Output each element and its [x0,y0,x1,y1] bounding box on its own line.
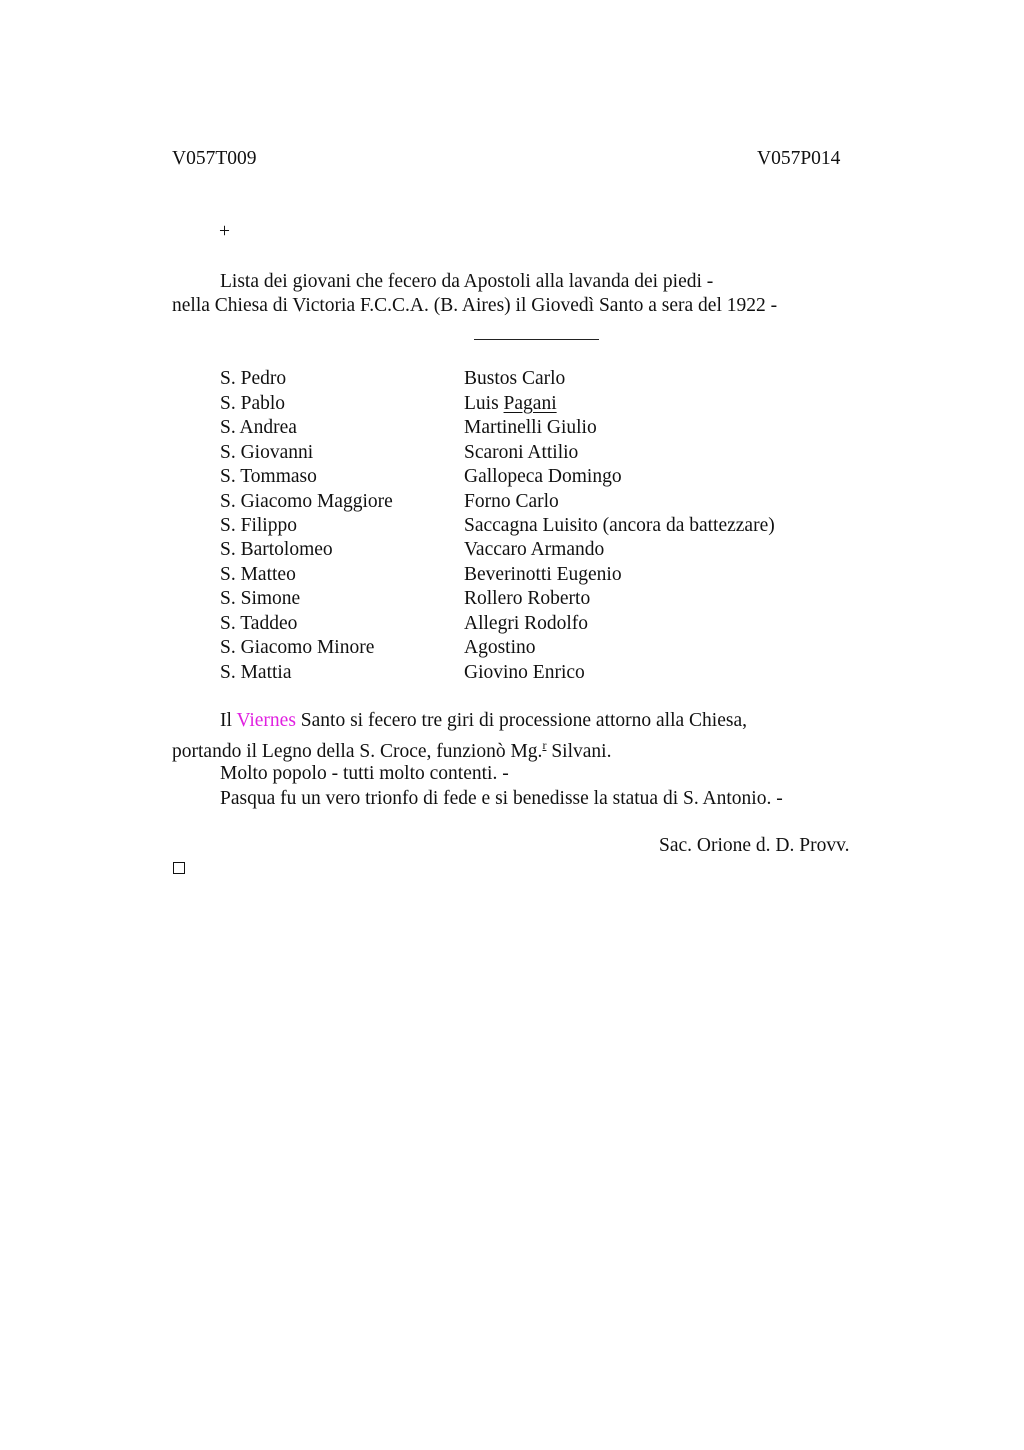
person-name [464,394,557,414]
apostle-name: S. Andrea [220,417,297,438]
person-name: Giovino Enrico [464,662,585,683]
signature: Sac. Orione d. D. Provv. [659,835,850,856]
list-item [220,638,920,662]
apostle-name: S. Mattia [220,662,292,683]
paragraph-relic-start: portando il Legno della S. Croce, funzionò Mg. [172,741,543,762]
list-item [220,443,920,467]
paragraph-people: Molto popolo - tutti molto contenti. - [220,763,509,784]
list-item [220,663,920,687]
apostle-name: S. Giacomo Minore [220,637,375,658]
person-name: Martinelli Giulio [464,417,597,438]
person-name: Gallopeca Domingo [464,466,622,487]
document-code-right: V057P014 [757,148,841,169]
paragraph-relic [172,739,611,762]
list-item [220,492,920,516]
person-name: Agostino [464,637,536,658]
paragraph-procession-rest: Santo si fecero tre giri di processione attorno alla Chiesa, [295,710,747,731]
person-name: Allegri Rodolfo [464,613,589,634]
person-surname-underlined: Pagani [503,393,557,414]
end-square-icon [173,862,185,874]
person-name: Forno Carlo [464,491,559,512]
person-name: Bustos Carlo [464,368,566,389]
apostle-name: S. Simone [220,588,301,609]
apostle-name: S. Bartolomeo [220,539,333,560]
apostle-name: S. Pedro [220,368,287,389]
list-item [220,565,920,589]
apostle-name: S. Giovanni [220,442,314,463]
person-name: Rollero Roberto [464,588,591,609]
title-line-1: Lista dei giovani che fecero da Apostoli alla lavanda dei piedi - [220,271,714,292]
paragraph-procession-start: Il [220,710,237,731]
apostle-name: S. Pablo [220,393,286,414]
paragraph-procession [220,711,747,731]
title-line-2: nella Chiesa di Victoria F.C.C.A. (B. Aires) il Giovedì Santo a sera del 1922 - [172,295,778,316]
separator-rule [474,339,599,340]
person-name: Scaroni Attilio [464,442,579,463]
person-name: Vaccaro Armando [464,539,605,560]
person-first-name: Luis [464,393,504,414]
list-item [220,614,920,638]
paragraph-easter: Pasqua fu un vero trionfo di fede e si benedisse la statua di S. Antonio. - [220,788,783,809]
list-item [220,540,920,564]
person-name: Saccagna Luisito (ancora da battezzare) [464,515,775,536]
paragraph-relic-end: Silvani. [546,741,612,762]
apostle-name: S. Giacomo Maggiore [220,491,393,512]
document-code-left: V057T009 [172,148,257,169]
list-item [220,369,920,393]
list-item [220,589,920,613]
cross-mark: + [219,221,230,242]
superscript-abbreviation: r [542,738,547,752]
person-name: Beverinotti Eugenio [464,564,622,585]
apostle-name: S. Matteo [220,564,296,585]
list-item [220,394,920,418]
list-item [220,418,920,442]
highlighted-word: Viernes [236,710,296,731]
list-item [220,467,920,491]
list-item [220,516,920,540]
apostle-name: S. Filippo [220,515,297,536]
apostle-name: S. Taddeo [220,613,298,634]
apostle-name: S. Tommaso [220,466,317,487]
